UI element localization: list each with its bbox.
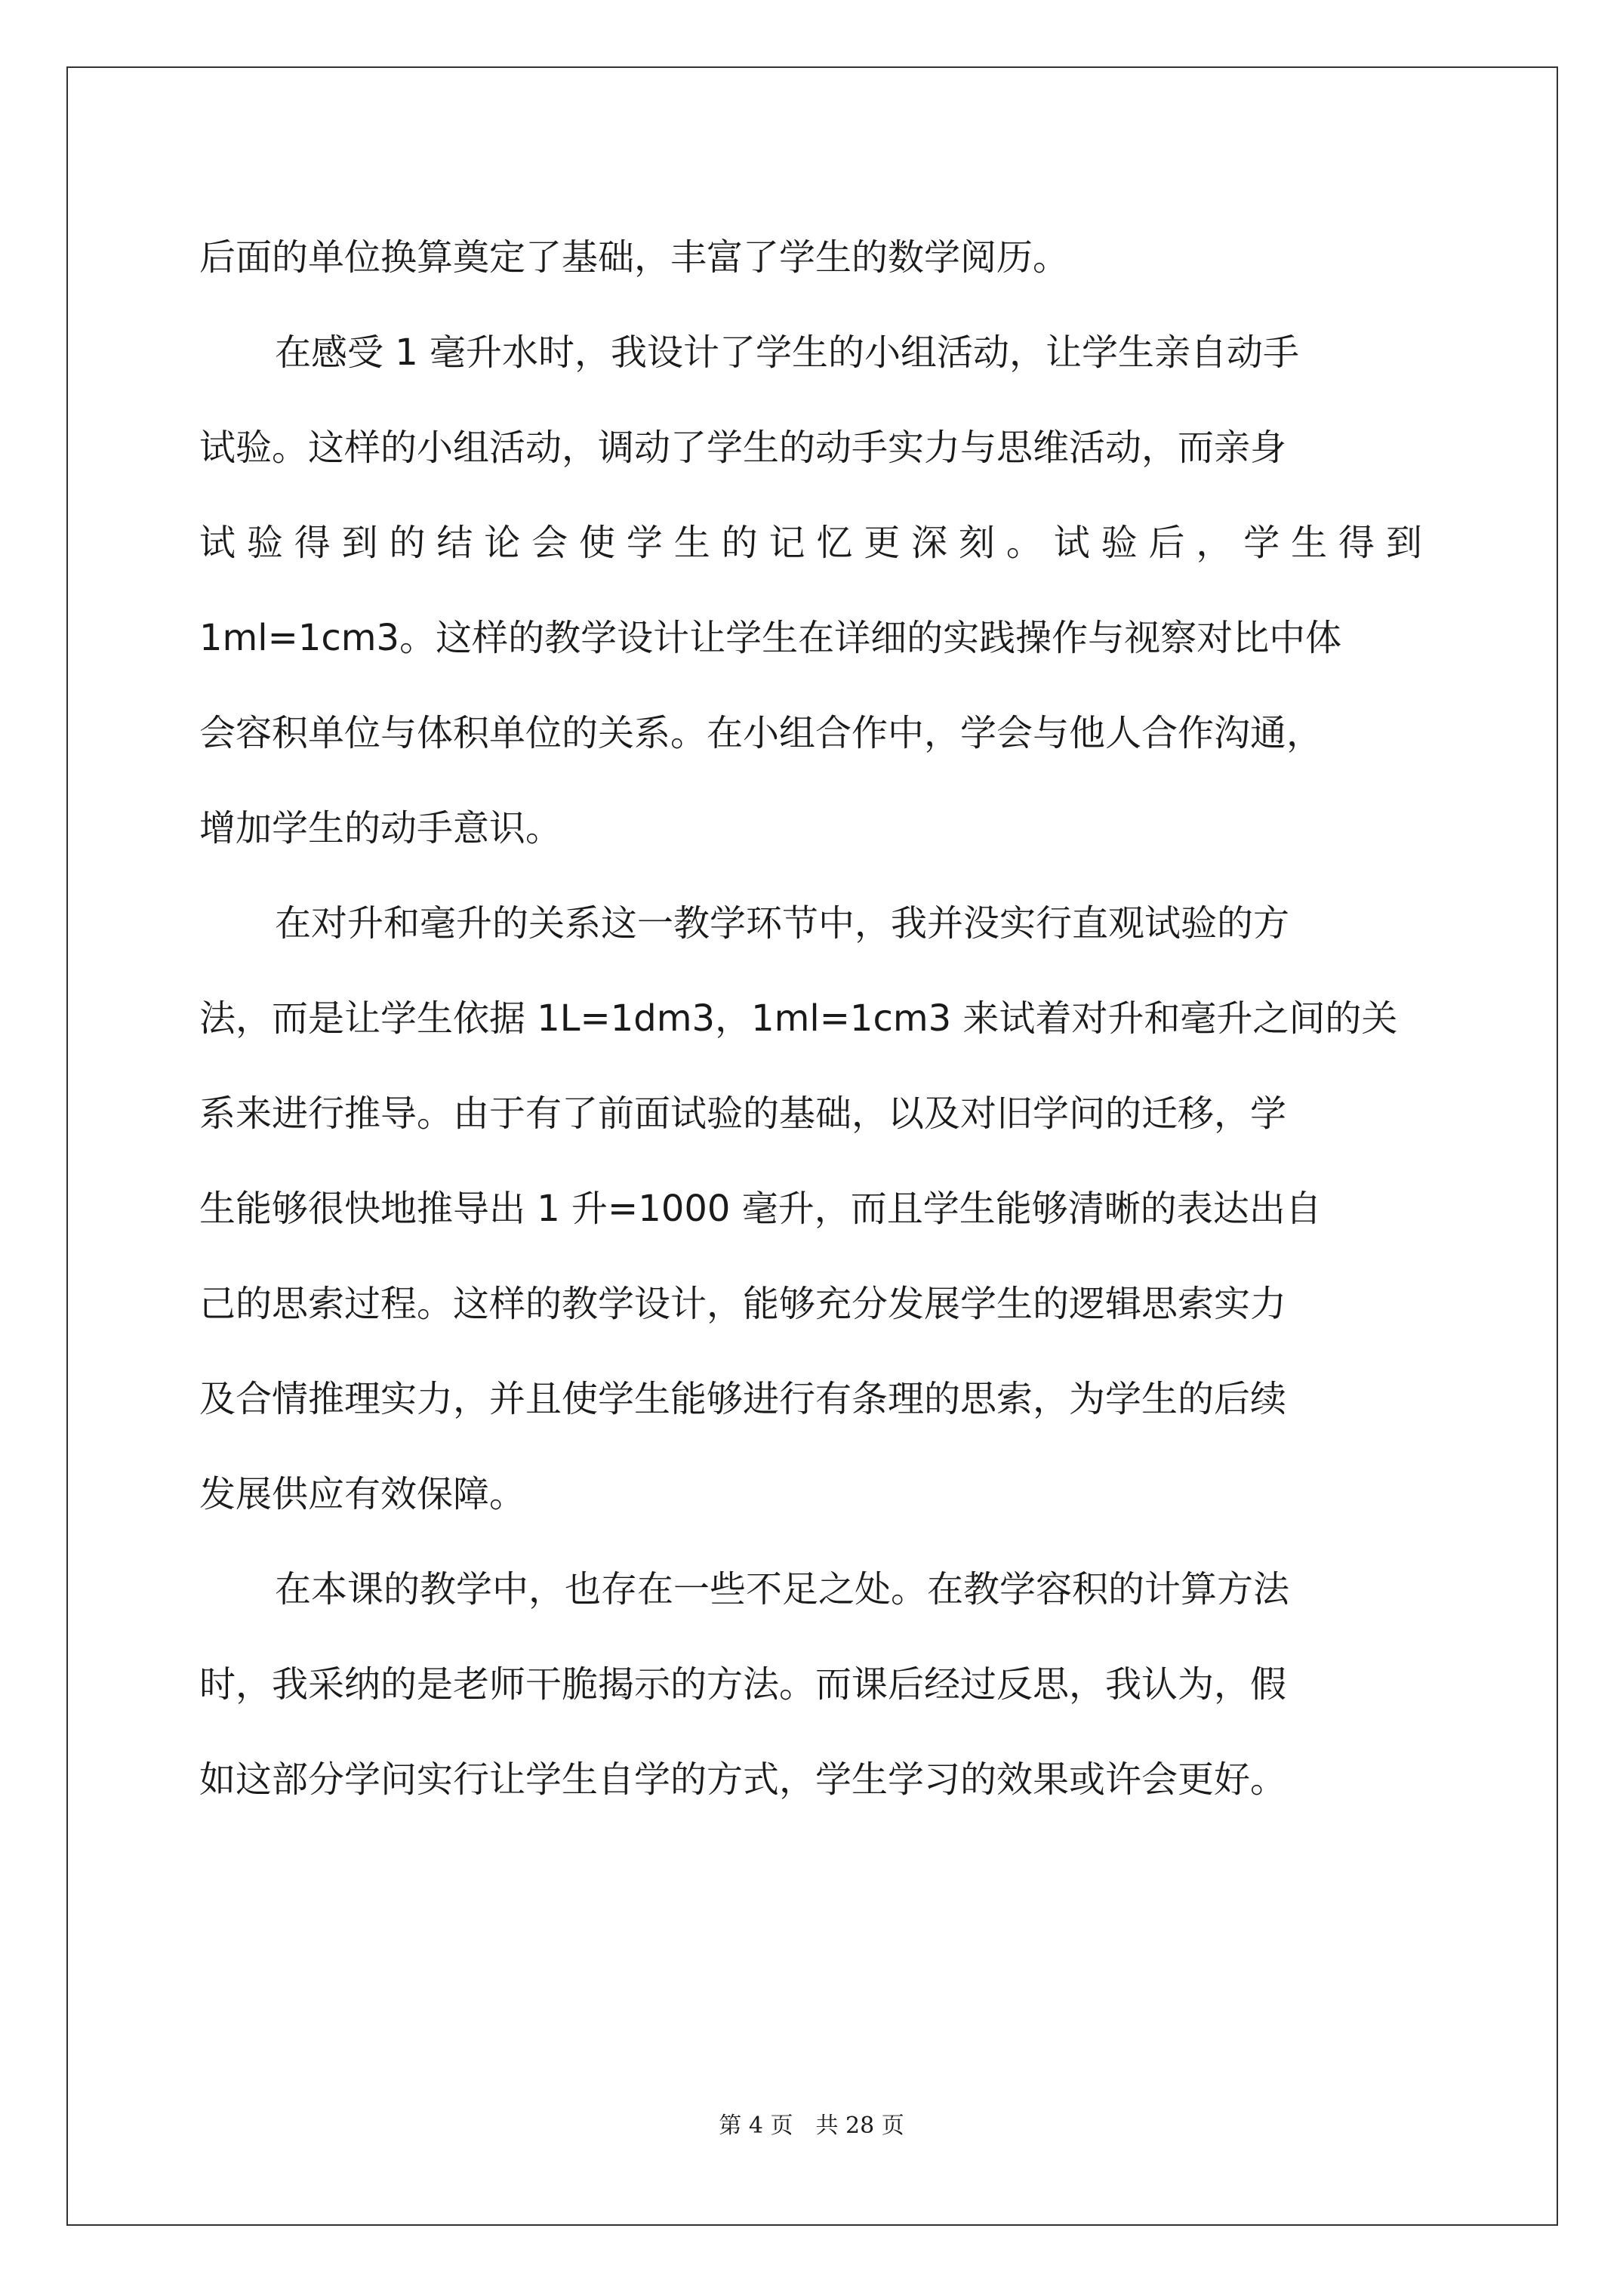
text-line: 发展供应有效保障。 bbox=[199, 1472, 526, 1515]
text-line: 法，而是让学生依据 1L=1dm3，1ml=1cm3 来试着对升和毫升之间的关 bbox=[199, 997, 1398, 1040]
document-body bbox=[199, 211, 1422, 1829]
paragraph-first-line: 在本课的教学中，也存在一些不足之处。在教学容积的计算方法 bbox=[275, 1567, 1290, 1610]
text-line: 增加学生的动手意识。 bbox=[199, 806, 562, 849]
text-line: 会容积单位与体积单位的关系。在小组合作中，学会与他人合作沟通， bbox=[199, 711, 1323, 754]
text-line: 系来进行推导。由于有了前面试验的基础，以及对旧学问的迁移，学 bbox=[199, 1092, 1287, 1135]
text-line: 及合情推理实力，并且使学生能够进行有条理的思索，为学生的后续 bbox=[199, 1377, 1287, 1420]
page-number-footer: 第 4 页 共 28 页 bbox=[719, 2113, 904, 2139]
paragraph-first-line: 在感受 1 毫升水时，我设计了学生的小组活动，让学生亲自动手 bbox=[275, 331, 1300, 374]
paragraph-first-line: 在对升和毫升的关系这一教学环节中，我并没实行直观试验的方 bbox=[275, 901, 1290, 945]
text-line: 1ml=1cm3。这样的教学设计让学生在详细的实践操作与视察对比中体 bbox=[199, 616, 1342, 659]
text-line: 生能够很快地推导出 1 升=1000 毫升，而且学生能够清晰的表达出自 bbox=[199, 1187, 1322, 1230]
text-line: 时，我采纳的是老师干脆揭示的方法。而课后经过反思，我认为，假 bbox=[199, 1663, 1287, 1706]
text-line: 试验。这样的小组活动，调动了学生的动手实力与思维活动，而亲身 bbox=[199, 426, 1287, 469]
text-line-justified: 试 验 得 到 的 结 论 会 使 学 生 的 记 忆 更 深 刻 。 试 验 后 ， 学 生 得 到 bbox=[199, 521, 1422, 564]
text-line: 如这部分学问实行让学生自学的方式，学生学习的效果或许会更好。 bbox=[199, 1758, 1287, 1801]
text-line: 后面的单位换算奠定了基础，丰富了学生的数学阅历。 bbox=[199, 236, 1070, 279]
text-line: 己的思索过程。这样的教学设计，能够充分发展学生的逻辑思索实力 bbox=[199, 1282, 1287, 1325]
